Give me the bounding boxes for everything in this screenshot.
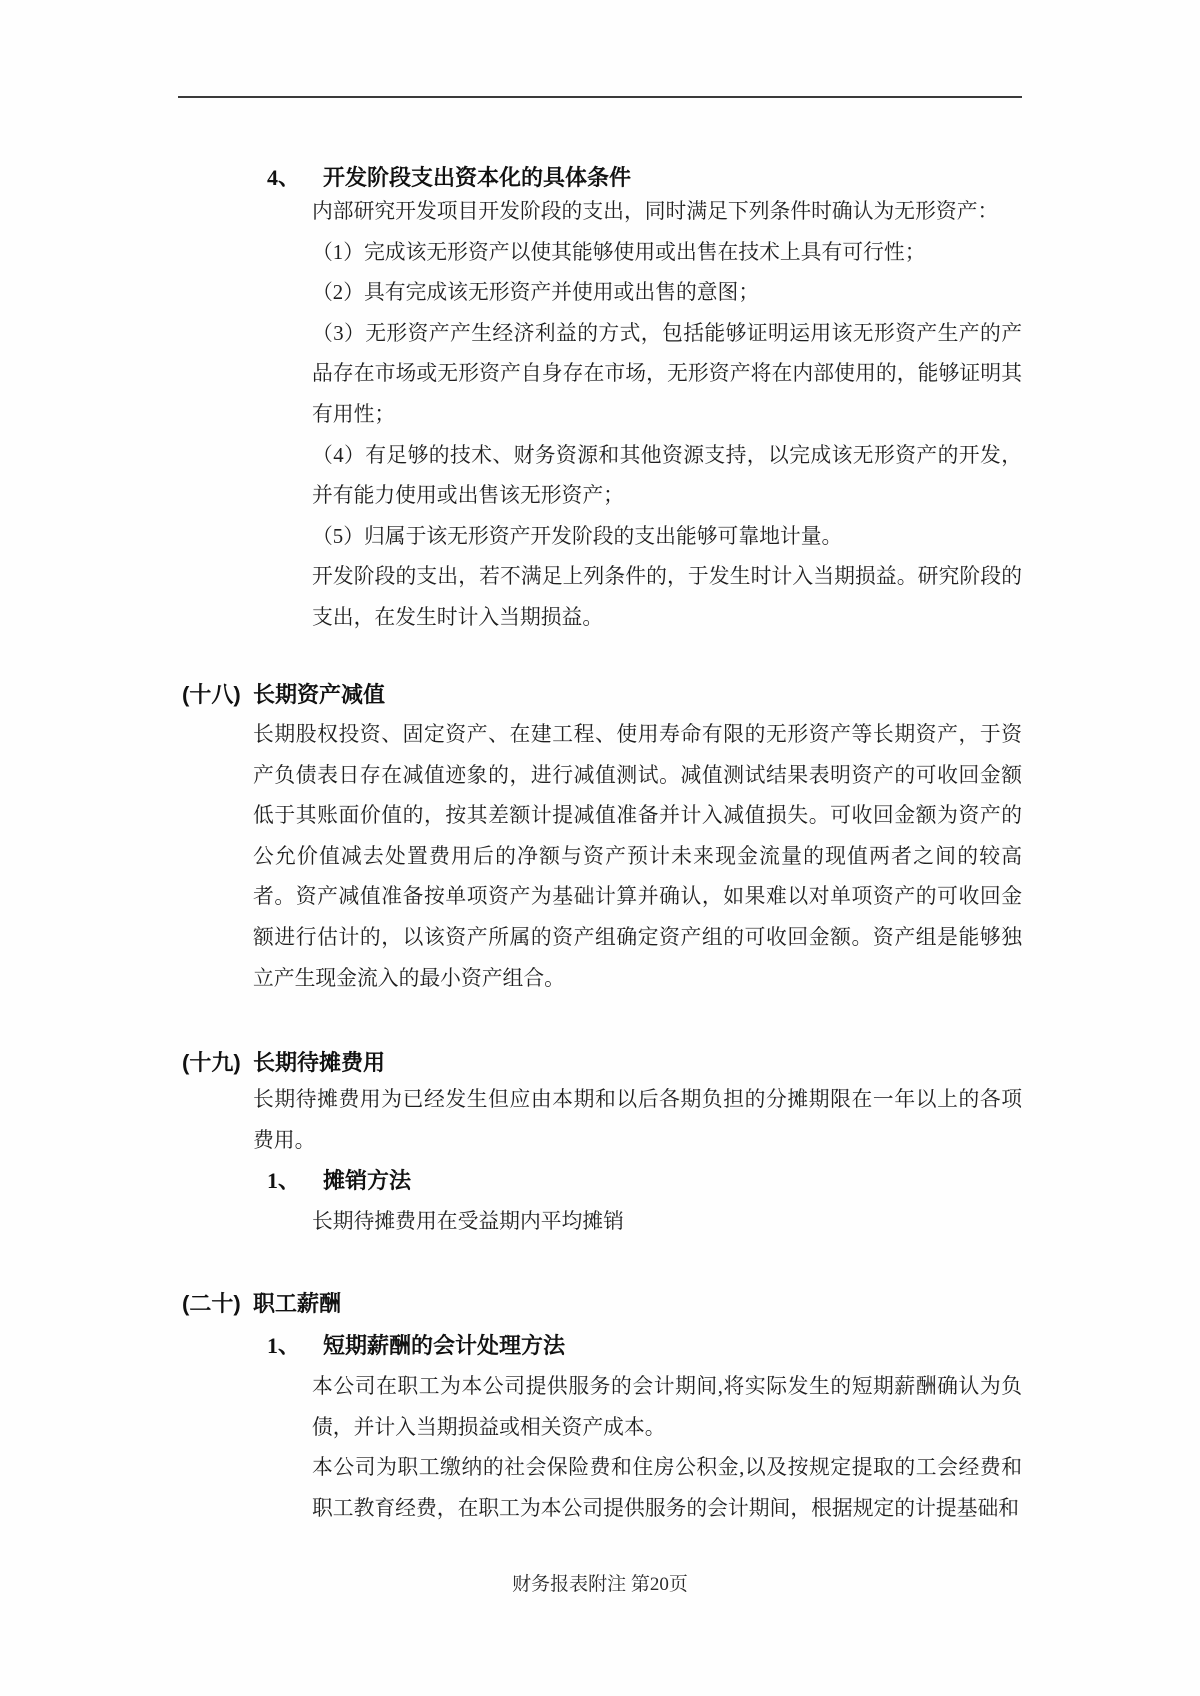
heading-short-term-compensation-accounting xyxy=(267,1332,565,1360)
section-label: (二十) xyxy=(182,1291,241,1316)
paragraph-intro: 内部研究开发项目开发阶段的支出，同时满足下列条件时确认为无形资产： xyxy=(312,200,999,223)
heading-dev-capitalization xyxy=(267,164,631,192)
paragraph: 长期待摊费用为已经发生但应由本期和以后各期负担的分摊期限在一年以上的各项费用。 xyxy=(253,1088,1022,1152)
condition-item-4: （4）有足够的技术、财务资源和其他资源支持，以完成该无形资产的开发，并有能力使用或出售该无形资产； xyxy=(312,443,1022,508)
heading-number: 4、 xyxy=(267,165,301,190)
heading-amortization-method xyxy=(267,1167,411,1195)
paragraph: 长期待摊费用在受益期内平均摊销 xyxy=(312,1210,624,1233)
heading-title: 摊销方法 xyxy=(323,1168,412,1193)
section-title: 长期待摊费用 xyxy=(253,1050,386,1075)
header-rule xyxy=(178,96,1022,98)
dev-capitalization-body xyxy=(312,192,1022,639)
heading-long-term-deferred-expenses xyxy=(182,1049,385,1077)
paragraph-closing: 开发阶段的支出，若不满足上列条件的，于发生时计入当期损益。研究阶段的支出，在发生时计入当期损益。 xyxy=(312,565,1022,629)
short-term-compensation-body xyxy=(312,1367,1022,1529)
paragraph: 本公司为职工缴纳的社会保险费和住房公积金,以及按规定提取的工会经费和职工教育经费，在职工为本公司提供服务的会计期间，根据规定的计提基础和 xyxy=(312,1456,1022,1520)
long-term-deferred-expenses-body xyxy=(253,1080,1022,1161)
heading-long-term-asset-impairment xyxy=(182,681,385,709)
condition-item-5: （5）归属于该无形资产开发阶段的支出能够可靠地计量。 xyxy=(312,524,843,548)
section-title: 长期资产减值 xyxy=(253,682,386,707)
heading-number: 1、 xyxy=(267,1333,301,1358)
section-label: (十八) xyxy=(182,682,241,707)
long-term-asset-impairment-body xyxy=(253,715,1022,999)
section-label: (十九) xyxy=(182,1050,241,1075)
page-footer: 财务报表附注 第20页 xyxy=(512,1574,688,1595)
heading-employee-compensation xyxy=(182,1290,341,1318)
condition-item-3: （3）无形资产产生经济利益的方式，包括能够证明运用该无形资产生产的产品存在市场或无形资产自身存在市场，无形资产将在内部使用的，能够证明其有用性； xyxy=(312,321,1022,426)
amortization-method-body xyxy=(312,1202,1022,1243)
condition-item-1: （1）完成该无形资产以使其能够使用或出售在技术上具有可行性； xyxy=(312,240,926,264)
paragraph: 长期股权投资、固定资产、在建工程、使用寿命有限的无形资产等长期资产，于资产负债表日存在减值迹象的，进行减值测试。减值测试结果表明资产的可收回金额低于其账面价值的，按其差额计提减值准备并计入减值损失。可收回金额为资产的公允价值减去处置费用后的净额与资产预计未来现金流量的现值两者之间的较高者。资产减值准备按单项资产为基础计算并确认，如果难以对单项资产的可收回金额进行估计的，以该资产所属的资产组确定资产组的可收回金额。资产组是能够独立产生现金流入的最小资产组合。 xyxy=(253,723,1022,990)
section-title: 职工薪酬 xyxy=(253,1291,342,1316)
paragraph: 本公司在职工为本公司提供服务的会计期间,将实际发生的短期薪酬确认为负债，并计入当期损益或相关资产成本。 xyxy=(312,1375,1022,1439)
heading-title: 开发阶段支出资本化的具体条件 xyxy=(323,165,632,190)
heading-number: 1、 xyxy=(267,1168,301,1193)
heading-title: 短期薪酬的会计处理方法 xyxy=(323,1333,566,1358)
condition-item-2: （2）具有完成该无形资产并使用或出售的意图； xyxy=(312,281,760,305)
